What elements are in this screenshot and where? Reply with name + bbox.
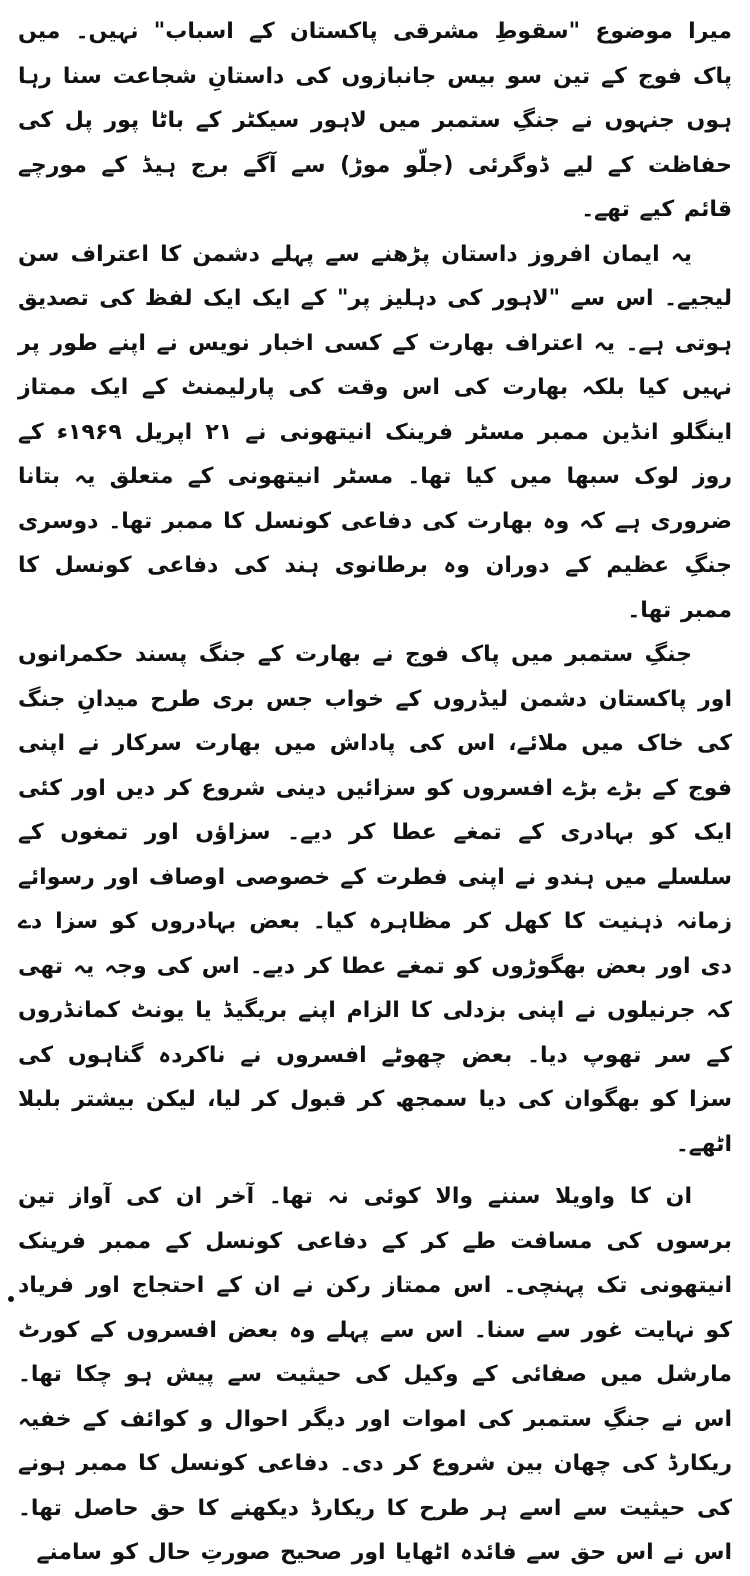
document-page bbox=[18, 10, 733, 1565]
paragraph-1: میرا موضوع "سقوطِ مشرقی پاکستان کے اسباب" نہیں۔ میں پاک فوج کے تین سو بیس جانبازوں کی داستانِ شجاعت سنا رہا ہوں جنہوں نے جنگِ ستمبر میں لاہور سیکٹر کے باٹا پور پل کی حفاظت کے لیے ڈوگرئی (جلّو موڑ) سے آگے برج ہیڈ کے مورچے قائم کیے تھے۔ bbox=[18, 19, 732, 222]
margin-dot-mark bbox=[8, 1296, 14, 1302]
paragraph-4: ان کا واویلا سننے والا کوئی نہ تھا۔ آخر ان کی آواز تین برسوں کی مسافت طے کر کے دفاعی کونسل کے ممبر فرینک انیتھونی تک پہنچی۔ اس ممتاز رکن نے ان کے احتجاج اور فریاد کو نہایت غور سے سنا۔ اس سے پہلے وہ بعض افسروں کے کورٹ مارشل میں صفائی کے وکیل کی حیثیت سے پیش ہو چکا تھا۔ اس نے جنگِ ستمبر کی اموات اور دیگر احوال و کوائف کے خفیہ ریکارڈ کی چھان بین شروع کر دی۔ دفاعی کونسل کا ممبر ہونے کی حیثیت سے اسے ہر طرح کا ریکارڈ دیکھنے کا حق حاصل تھا۔ اس نے اس حق سے فائدہ اٹھایا اور صحیح صورتِ حال کو سامنے bbox=[18, 1184, 732, 1565]
paragraph-3: جنگِ ستمبر میں پاک فوج نے بھارت کے جنگ پسند حکمرانوں اور پاکستان دشمن لیڈروں کے خواب جس بری طرح میدانِ جنگ کی خاک میں ملائے، اس کی پاداش میں بھارت سرکار نے اپنی فوج کے بڑے بڑے افسروں کو سزائیں دینی شروع کر دیں اور کئی ایک کو بہادری کے تمغے عطا کر دیے۔ سزاؤں اور تمغوں کے سلسلے میں ہندو نے اپنی فطرت کے خصوصی اوصاف اور رسوائے زمانہ ذہنیت کا کھل کر مظاہرہ کیا۔ بعض بہادروں کو سزا دے دی اور بعض بھگوڑوں کو تمغے عطا کر دیے۔ اس کی وجہ یہ تھی کہ جرنیلوں نے اپنی بزدلی کا الزام اپنے بریگیڈ یا یونٹ کمانڈروں کے سر تھوپ دیا۔ بعض چھوٹے افسروں نے ناکردہ گناہوں کی سزا کو بھگوان کی دیا سمجھ کر قبول کر لیا، لیکن بیشتر بلبلا اٹھے۔ bbox=[18, 642, 732, 1157]
paragraph-2: یہ ایمان افروز داستان پڑھنے سے پہلے دشمن کا اعتراف سن لیجیے۔ اس سے "لاہور کی دہلیز پر" کے ایک ایک لفظ کی تصدیق ہوتی ہے۔ یہ اعتراف بھارت کے کسی اخبار نویس نے اپنے طور پر نہیں کیا بلکہ بھارت کی اس وقت کی پارلیمنٹ کے ایک ممتاز اینگلو انڈین ممبر مسٹر فرینک انیتھونی نے ۲۱ اپریل ۱۹۶۹ء کے روز لوک سبھا میں کیا تھا۔ مسٹر انیتھونی کے متعلق یہ بتانا ضروری ہے کہ وہ بھارت کی دفاعی کونسل کا ممبر تھا۔ دوسری جنگِ عظیم کے دوران وہ برطانوی ہند کی دفاعی کونسل کا ممبر تھا۔ bbox=[18, 241, 733, 623]
